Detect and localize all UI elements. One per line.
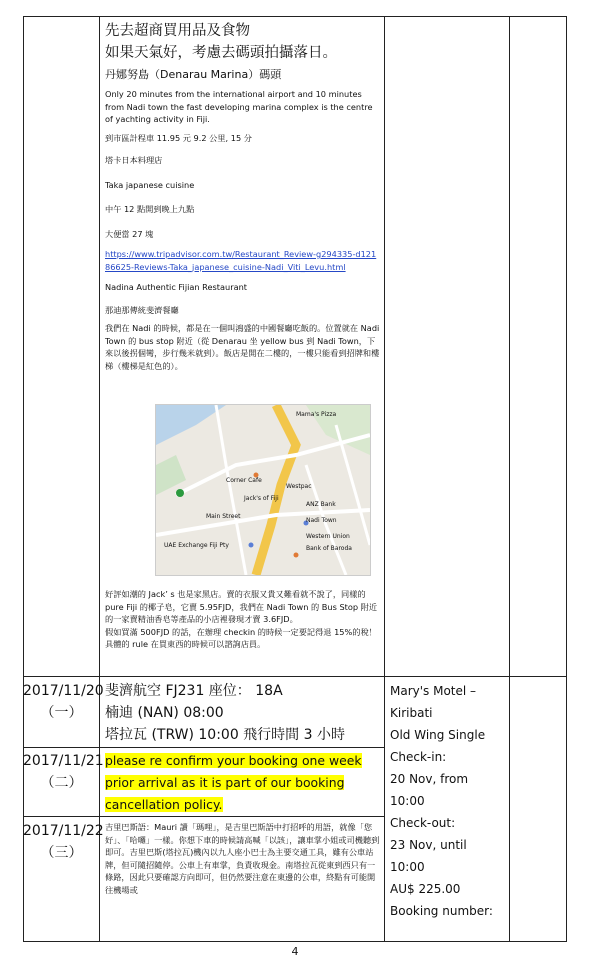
checkout-label: Check-out:	[390, 816, 456, 830]
marina-description: Only 20 minutes from the international airport and 10 minutes from Nadi town the fast developing marina complex is the centre of yachting activity in Fiji.	[105, 89, 373, 124]
row2-date: 2017/11/21	[23, 753, 104, 769]
tax-refund-paragraph: 假如買滿 500FJD 的話，在辦理 checkin 的時候一定要記得退 15%的稅！具體的 rule 在買東西的時候可以諮詢店員。	[105, 626, 377, 649]
policy-line-1: please re confirm your booking one week	[105, 753, 362, 768]
room-type: Old Wing Single	[390, 728, 486, 742]
checkin-label: Check-in:	[390, 750, 447, 764]
map-label-main-street: Main Street	[206, 513, 241, 520]
opening-hours: 中午 12 點開到晚上九點	[105, 204, 195, 214]
tripadvisor-link[interactable]: https://www.tripadvisor.com.tw/Restaurant_Review-g294335-d12186625-Reviews-Taka_japanese_cuisine-Nadi_Viti_Levu.html	[105, 249, 377, 272]
hotel-location: Kiribati	[390, 706, 433, 720]
nadina-english-name: Nadina Authentic Fijian Restaurant	[105, 282, 247, 292]
shopping-tips	[105, 588, 381, 651]
map-label-westpac: Westpac	[286, 483, 312, 490]
map-label-nadi-town: Nadi Town	[306, 517, 337, 524]
row3-date-cell	[23, 820, 104, 864]
policy-line-3: cancellation policy.	[105, 797, 223, 812]
sunset-note: 如果天氣好，考慮去碼頭拍攝落日。	[105, 45, 337, 61]
hotel-name: Mary's Motel –	[390, 684, 477, 698]
row2-weekday: （二）	[40, 775, 83, 791]
bento-price: 大便當 27 塊	[105, 228, 154, 239]
row1-weekday: （一）	[40, 705, 83, 721]
row1-date: 2017/11/20	[23, 683, 104, 699]
taxi-info: 到市區計程車 11.95 元 9.2 公里, 15 分	[105, 132, 252, 143]
jacks-paragraph: 好評如潮的 Jack’ s 也是家黑店。賣的衣服又貴又難看就不說了，同樣的 pure Fiji 的椰子皂，它賣 5.95FJD，我們在 Nadi Town 的 Bus Stop 附近的一家賣精油香皂等產品的小店裡發現才賣 3.6FJD。	[105, 589, 378, 624]
map-label-mamas-pizza: Mama's Pizza	[296, 411, 337, 418]
map-label-uae-exchange: UAE Exchange Fiji Pty	[164, 542, 229, 549]
map-label-baroda: Bank of Baroda	[306, 545, 352, 552]
row3-weekday: （三）	[40, 845, 83, 861]
nadina-chinese-name: 那迪那傳統斐濟餐廳	[105, 304, 179, 315]
marina-title: 丹娜努島（Denarau Marina）碼頭	[105, 68, 282, 81]
hotel-price: AU$ 225.00	[390, 882, 461, 896]
map-label-western-union: Western Union	[306, 533, 350, 540]
row2-date-cell	[23, 750, 104, 794]
booking-policy-note	[105, 750, 381, 816]
checkout-time: 10:00	[390, 860, 425, 874]
flight-info: 斐濟航空 FJ231 座位： 18A	[105, 683, 283, 699]
checkin-time: 10:00	[390, 794, 425, 808]
restaurant-paragraph: 我們在 Nadi 的時候，都是在一個叫鴻盛的中國餐廳吃飯的。位置就在 Nadi Town 的 bus stop 附近（從 Denarau 坐 yellow bus 到 Nadi Town，下來以後拐個彎，步行幾米就到）。飯店是開在二樓的，一樓只能看到招牌和樓梯（樓梯是紅色的）。	[105, 323, 380, 371]
map-label-jacks: Jack's of Fiji	[244, 495, 279, 502]
taka-english-name: Taka japanese cuisine	[105, 179, 195, 190]
upper-notes-cell	[105, 20, 381, 372]
checkin-date: 20 Nov, from	[390, 772, 469, 786]
policy-line-2: prior arrival as it is part of our booking	[105, 775, 345, 790]
booking-number-label: Booking number:	[390, 904, 493, 918]
row1-date-cell	[23, 680, 104, 724]
map-label-anz: ANZ Bank	[306, 501, 336, 508]
row3-date: 2017/11/22	[23, 823, 104, 839]
row1-flight-cell	[105, 680, 385, 746]
hotel-cell	[390, 680, 510, 922]
shopping-note: 先去超商買用品及食物	[105, 23, 250, 39]
arrival-info: 塔拉瓦 (TRW) 10:00 飛行時間 3 小時	[105, 727, 345, 743]
map-label-corner-cafe: Corner Cafe	[226, 477, 262, 484]
checkout-date: 23 Nov, until	[390, 838, 467, 852]
nadi-town-map	[155, 404, 371, 576]
page-number: 4	[291, 945, 299, 958]
departure-info: 楠迪 (NAN) 08:00	[105, 705, 224, 721]
taka-chinese-name: 塔卡日本料理店	[105, 155, 163, 165]
kiribati-transport-notes: 吉里巴斯語：Mauri 讀「瑪哩」，是吉里巴斯語中打招呼的用語，就像「您好」、「哈囉」一樣。你想下車的時候請高喊「以該」，讓車掌小姐或司機聽到即可。吉里巴斯(塔拉瓦)機內以九人座小巴士為主要交通工具，雖有公車站牌，但可隨招隨停。公車上有車掌，負責收現金。南塔拉瓦從東到西只有一條路，因此只要確認方向即可，但仍然要注意在東邊的公車，終點有可能開往機場或	[105, 822, 380, 895]
